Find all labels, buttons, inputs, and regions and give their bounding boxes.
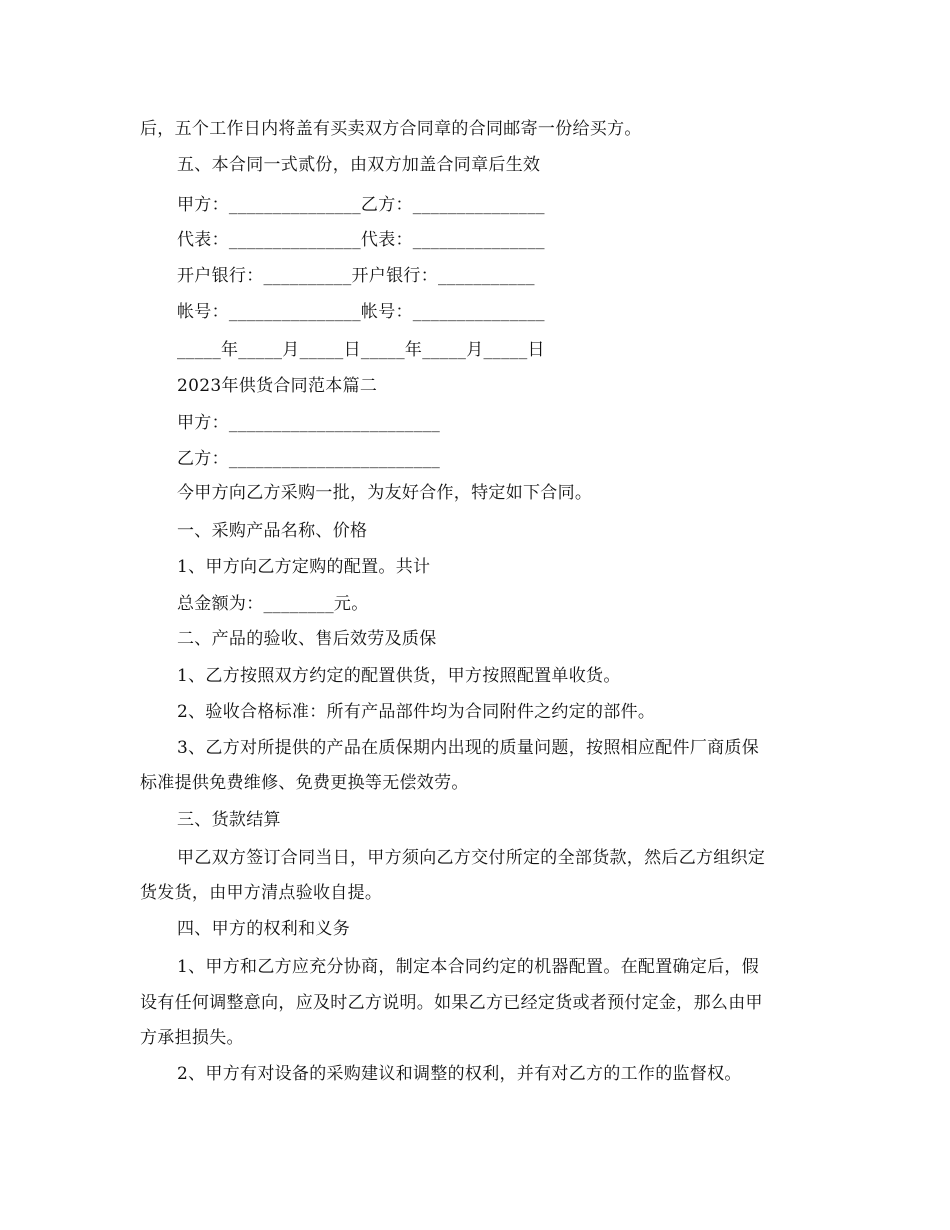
signature-line: 甲方：_______________乙方：_______________ <box>177 195 545 215</box>
text-line: 2、甲方有对设备的采购建议和调整的权利，并有对乙方的工作的监督权。 <box>177 1064 742 1084</box>
section-heading: 一、采购产品名称、价格 <box>177 521 368 541</box>
section-heading: 二、产品的验收、售后效劳及质保 <box>177 629 437 649</box>
text-line: 五、本合同一式贰份，由双方加盖合同章后生效 <box>177 155 541 175</box>
text-line: 2、验收合格标准：所有产品部件均为合同附件之约定的部件。 <box>177 702 656 722</box>
text-line: 1、甲方向乙方定购的配置。共计 <box>177 557 431 577</box>
party-b-line: 乙方：________________________ <box>177 449 441 469</box>
text-line: 今甲方向乙方采购一批，为友好合作，特定如下合同。 <box>177 483 593 503</box>
section-heading: 四、甲方的权利和义务 <box>177 919 350 939</box>
text-line: 货发货，由甲方清点验收自提。 <box>140 883 383 903</box>
text-line: 甲乙双方签订合同当日，甲方须向乙方交付所定的全部货款，然后乙方组织定 <box>177 848 766 868</box>
date-line: _____年_____月_____日_____年_____月_____日 <box>177 340 545 360</box>
text-line: 1、乙方按照双方约定的配置供货，甲方按照配置单收货。 <box>177 666 621 686</box>
text-line: 1、甲方和乙方应充分协商，制定本合同约定的机器配置。在配置确定后，假 <box>177 957 760 977</box>
signature-line: 开户银行：__________开户银行：___________ <box>177 266 535 286</box>
signature-line: 代表：_______________代表：_______________ <box>177 230 545 250</box>
text-line: 后，五个工作日内将盖有买卖双方合同章的合同邮寄一份给买方。 <box>140 119 642 139</box>
section-heading: 三、货款结算 <box>177 810 281 830</box>
text-line: 标准提供免费维修、免费更换等无偿效劳。 <box>140 773 469 793</box>
signature-line: 帐号：_______________帐号：_______________ <box>177 302 545 322</box>
text-line: 方承担损失。 <box>140 1028 244 1048</box>
section-title: 2023年供货合同范本篇二 <box>177 376 378 396</box>
text-line: 设有任何调整意向，应及时乙方说明。如果乙方已经定货或者预付定金，那么由甲 <box>140 993 763 1013</box>
total-amount-line: 总金额为：________元。 <box>177 594 369 614</box>
text-line: 3、乙方对所提供的产品在质保期内出现的质量问题，按照相应配件厂商质保 <box>177 738 760 758</box>
party-a-line: 甲方：________________________ <box>177 413 441 433</box>
